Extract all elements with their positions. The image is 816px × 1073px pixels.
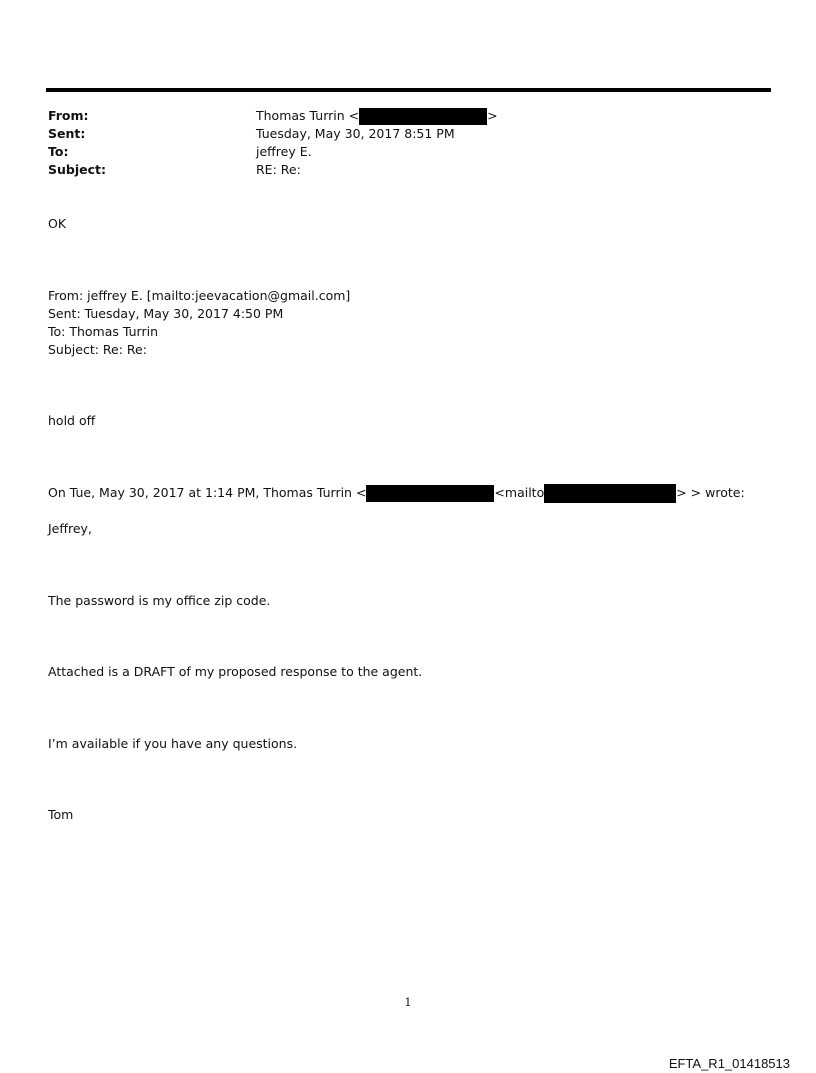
sent-value: Tuesday, May 30, 2017 8:51 PM bbox=[256, 126, 455, 141]
quoted-from: From: jeffrey E. [mailto:jeevacation@gmail.com] bbox=[48, 288, 351, 303]
from-value bbox=[256, 107, 498, 125]
from-name: Thomas Turrin < bbox=[256, 108, 360, 123]
reply-text: OK bbox=[48, 216, 67, 231]
body-line-draft: Attached is a DRAFT of my proposed response to the agent. bbox=[48, 664, 423, 679]
redaction-box bbox=[366, 485, 494, 502]
quoted-sent: Sent: Tuesday, May 30, 2017 4:50 PM bbox=[48, 306, 284, 321]
from-close: > bbox=[487, 108, 498, 123]
body-line-available: I’m available if you have any questions. bbox=[48, 736, 298, 751]
bates-number: EFTA_R1_01418513 bbox=[668, 1056, 790, 1071]
header-rule bbox=[46, 88, 771, 92]
quoted-text: hold off bbox=[48, 413, 96, 428]
redaction-box bbox=[544, 484, 676, 503]
quoted-subject: Subject: Re: Re: bbox=[48, 342, 147, 357]
redaction-box bbox=[359, 108, 487, 125]
subject-value: RE: Re: bbox=[256, 162, 301, 177]
sent-label: Sent: bbox=[48, 126, 86, 141]
from-label: From: bbox=[48, 108, 89, 123]
greeting: Jeffrey, bbox=[48, 521, 92, 536]
page-number: 1 bbox=[404, 996, 412, 1009]
to-value: jeffrey E. bbox=[256, 144, 312, 159]
signature: Tom bbox=[48, 807, 74, 822]
subject-label: Subject: bbox=[48, 162, 106, 177]
intro-mailto: <mailto bbox=[494, 485, 545, 500]
intro-start: On Tue, May 30, 2017 at 1:14 PM, Thomas Turrin < bbox=[48, 485, 367, 500]
quoted-to: To: Thomas Turrin bbox=[48, 324, 158, 339]
body-line-password: The password is my office zip code. bbox=[48, 593, 271, 608]
to-label: To: bbox=[48, 144, 69, 159]
intro-end: > > wrote: bbox=[676, 485, 745, 500]
original-intro bbox=[48, 484, 745, 503]
